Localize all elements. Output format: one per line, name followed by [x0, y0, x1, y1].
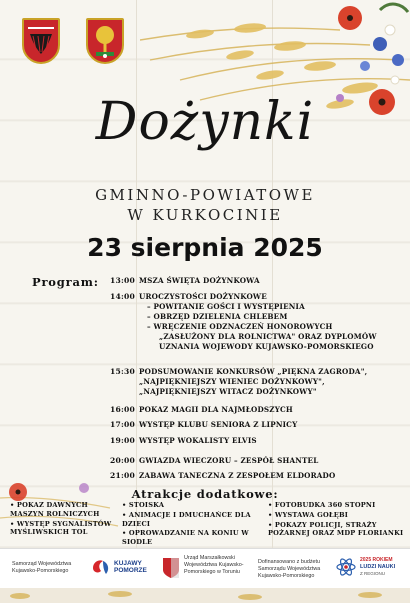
attractions-column-2 [122, 501, 262, 548]
attraction-item: • WYSTĘP SYGNALISTÓW MYŚLIWSKICH TOL [10, 519, 112, 537]
atom-icon [336, 557, 356, 577]
program-desc: GWIAZDA WIECZORU – ZESPÓŁ SHANTEL [139, 456, 319, 465]
attraction-item: • WYSTAWA GOŁĘBI [268, 510, 349, 519]
program-time: 19:00 [110, 436, 135, 445]
program-desc: MSZA ŚWIĘTA DOŻYNKOWA [139, 276, 260, 285]
kujawy-label-1: KUJAWY [114, 560, 142, 567]
program-desc: WYSTĘP WOKALISTY ELVIS [139, 436, 257, 445]
program-desc: WYSTĘP KLUBU SENIORA Z LIPNICY [139, 420, 298, 429]
sponsor-samorzad: Samorząd Województwa Kujawsko-Pomorskiego [12, 561, 72, 574]
program-desc: – WRĘCZENIE ODZNACZEŃ HONOROWYCH [147, 322, 333, 331]
kujawy-pomorze-icon [90, 557, 112, 579]
program-item [110, 420, 400, 430]
promo-line-1: 2025 ROKIEM [360, 557, 393, 563]
promo-line-2: LUDZI NAUKI [360, 564, 396, 570]
program-time: 16:00 [110, 405, 135, 414]
urzad-crest [162, 557, 180, 583]
urzad-crest-icon [162, 557, 180, 579]
coat-of-arms-gmina-icon [88, 20, 122, 62]
attraction-item: • POKAZY POLICJI, STRAŻY POŻARNEJ ORAZ MDP FLORIANKI [268, 520, 404, 538]
event-date: 23 sierpnia 2025 [87, 233, 323, 262]
coat-of-arms-powiat [22, 18, 60, 64]
program-desc: UROCZYSTOŚCI DOŻYNKOWE [139, 292, 267, 301]
kujawy-label-2: POMORZE [114, 567, 147, 574]
program-time: 14:00 [110, 292, 135, 301]
program-item [110, 471, 400, 481]
program-label: Program: [32, 275, 99, 289]
program-item [110, 456, 400, 466]
program-time: 21:00 [110, 471, 135, 480]
sponsor-urzad: Urząd Marszałkowski Województwa Kujawsko-Pomorskiego w Toruniu [184, 555, 244, 575]
sponsor-footer [0, 548, 410, 588]
program-time: 17:00 [110, 420, 135, 429]
program-desc: UZNANIA WOJEWODY KUJAWSKO-POMORSKIEGO [159, 342, 374, 351]
sponsor-dofinansowano: Dofinansowano z budżetu Samorządu Województwa Kujawsko-Pomorskiego [258, 559, 321, 579]
program-desc: PODSUMOWANIE KONKURSÓW „PIĘKNA ZAGRODA", [139, 367, 368, 376]
program-time: 15:30 [110, 367, 135, 376]
attractions-column-3 [268, 501, 404, 539]
attraction-item: • ANIMACJE I DMUCHAŃCE DLA DZIECI [122, 510, 251, 528]
program-item [110, 367, 400, 397]
attraction-item: • OPROWADZANIE NA KONIU W SIODLE [122, 529, 249, 547]
program-item [110, 292, 400, 352]
program-desc: „NAJPIĘKNIEJSZY WIENIEC DOŻYNKOWY", [139, 377, 325, 386]
attractions-title: Atrakcje dodatkowe: [131, 487, 279, 501]
program-item [110, 436, 400, 446]
attractions-column-1 [10, 501, 115, 538]
program-time: 13:00 [110, 276, 135, 285]
subtitle-line-2: W KURKOCINIE [127, 206, 283, 224]
program-item [110, 405, 400, 415]
subtitle-line-1: GMINNO-POWIATOWE [95, 186, 315, 204]
program-desc: „NAJPIĘKNIEJSZY WITACZ DOŻYNKOWY" [139, 387, 317, 396]
poster-title: Dożynki [95, 92, 315, 152]
program-desc: POKAZ MAGII DLA NAJMŁODSZYCH [139, 405, 293, 414]
promo-line-3: Z REGIONU [360, 571, 386, 576]
program-time: 20:00 [110, 456, 135, 465]
coat-of-arms-gmina [86, 18, 124, 64]
attraction-item: • FOTOBUDKA 360 STOPNI [268, 501, 376, 509]
attraction-item: • POKAZ DAWNYCH MASZYN ROLNICZYCH [10, 501, 100, 518]
coat-of-arms-powiat-icon [24, 20, 58, 62]
kujawy-pomorze-logo [90, 557, 112, 583]
program-desc: – POWITANIE GOŚCI I WYSTĘPIENIA [147, 302, 305, 311]
program-desc: ZABAWA TANECZNA Z ZESPOŁEM ELDORADO [139, 471, 336, 480]
program-desc: „ZASŁUŻONY DLA ROLNICTWA" ORAZ DYPLOMÓW [159, 332, 377, 341]
attraction-item: • STOISKA [122, 501, 165, 509]
program-item [110, 276, 400, 286]
program-desc: – OBRZĘD DZIELENIA CHLEBEM [147, 312, 288, 321]
wheat-strip-bottom [0, 588, 410, 603]
atom-logo [336, 557, 356, 581]
